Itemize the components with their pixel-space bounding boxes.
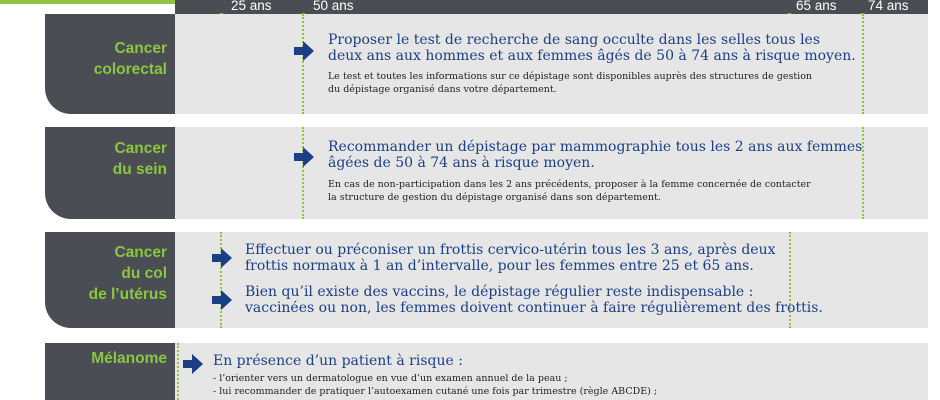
section-colorectal-title <box>45 38 167 80</box>
text-line: Bien qu’il existe des vaccins, le dépistage régulier reste indispensable : <box>245 284 754 300</box>
title-line: Cancer <box>114 140 167 157</box>
title-line: de l’utérus <box>88 286 167 303</box>
text-line: Recommander un dépistage par mammographie tous les 2 ans aux femmes <box>328 139 863 155</box>
melanome-list <box>213 373 657 398</box>
list-item: - lui recommander de pratiquer l’autoexamen cutané une fois par trimestre (règle ABCDE) ; <box>213 385 658 397</box>
title-line: colorectal <box>93 61 167 78</box>
text-line: Le test et toutes les informations sur ce dépistage sont disponibles auprès des structures de gestion <box>328 71 813 82</box>
colorectal-recommendation <box>328 33 856 64</box>
guide-line-25 <box>220 232 222 328</box>
text-line: vaccinées ou non, les femmes doivent continuer à faire régulièrement des frottis. <box>245 299 823 316</box>
arrow-right-icon <box>294 41 314 61</box>
section-colorectal-panel <box>175 14 928 114</box>
guide-line-50 <box>302 14 304 114</box>
arrow-right-icon <box>183 354 203 374</box>
title-line: Cancer <box>114 40 167 57</box>
text-line: deux ans aux hommes et aux femmes âgés de 50 à 74 ans à risque moyen. <box>328 47 856 64</box>
age-74-label: 74 ans <box>868 0 909 13</box>
title-line: du col <box>121 265 167 282</box>
section-melanome-title: Mélanome <box>91 350 167 367</box>
sein-note <box>328 179 811 204</box>
sein-recommendation <box>328 140 862 171</box>
arrow-right-icon <box>212 290 232 310</box>
title-line: Cancer <box>114 244 167 261</box>
arrow-right-icon <box>294 147 314 167</box>
text-line: la structure de gestion du dépistage organisé dans son département. <box>328 191 661 203</box>
guide-line-74 <box>862 14 864 114</box>
text-line: En cas de non-participation dans les 2 ans précédents, proposer à la femme concernée de contacter <box>328 179 811 190</box>
title-line: du sein <box>112 161 167 178</box>
section-colorectal <box>45 14 928 114</box>
text-line: Effectuer ou préconiser un frottis cervico-utérin tous les 3 ans, après deux <box>245 242 776 258</box>
uterus-recommendation <box>245 243 775 274</box>
list-item: - l’orienter vers un dermatologue en vue d’un examen annuel de la peau ; <box>213 373 568 384</box>
age-25-label: 25 ans <box>231 0 272 13</box>
melanome-recommendation: En présence d’un patient à risque : <box>213 353 463 369</box>
arrow-right-icon <box>212 248 232 268</box>
age-50-label: 50 ans <box>313 0 354 13</box>
text-line: âgées de 50 à 74 ans à risque moyen. <box>328 154 595 171</box>
text-line: du dépistage organisé dans votre département. <box>328 83 557 95</box>
uterus-vaccine-note <box>245 285 823 316</box>
age-65-label: 65 ans <box>796 0 837 13</box>
section-sein-title <box>45 138 167 180</box>
accent-line <box>0 0 175 4</box>
text-line: frottis normaux à 1 an d’intervalle, pour les femmes entre 25 et 65 ans. <box>245 257 754 274</box>
section-col-uterus-title <box>45 242 167 305</box>
guide-line-50 <box>302 127 304 219</box>
text-line: Proposer le test de recherche de sang occulte dans les selles tous les <box>328 32 821 48</box>
colorectal-note <box>328 71 812 96</box>
guide-line-start <box>177 343 179 400</box>
